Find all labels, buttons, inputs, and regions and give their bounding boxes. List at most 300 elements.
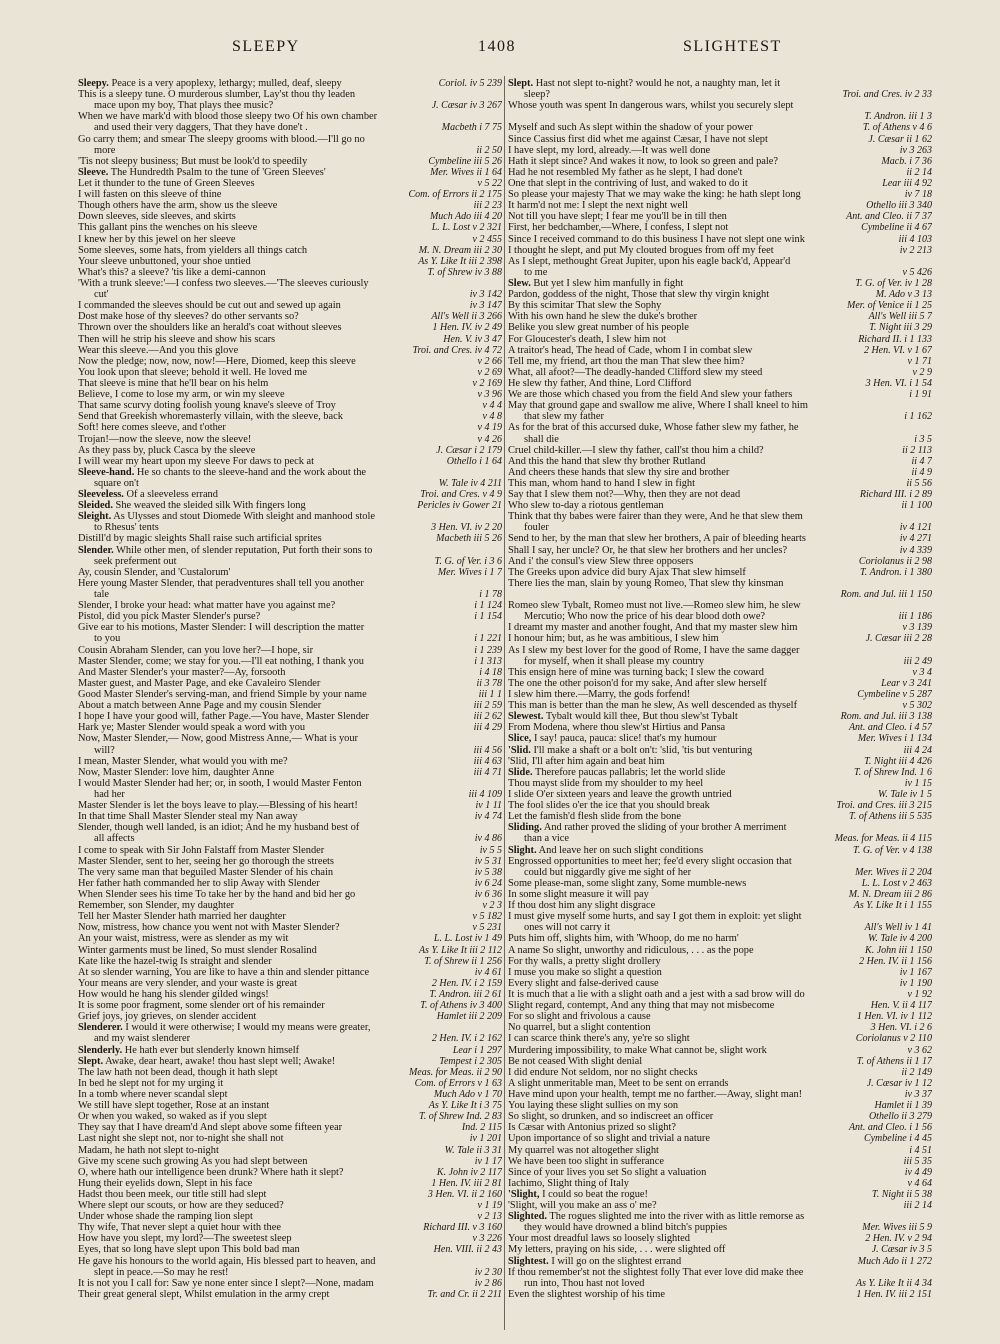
entry-line [508, 745, 932, 756]
entry-line [78, 556, 502, 567]
headword: Sleepy. [78, 78, 109, 89]
quotation-text: that slew my father [524, 411, 604, 423]
quotation-text: That sleeve is mine that he'll bear on his helm [78, 377, 269, 389]
concordance-entry [508, 167, 932, 178]
entry-line [508, 678, 932, 689]
concordance-entry [78, 1167, 502, 1178]
entry-line [508, 1056, 932, 1067]
play-reference: 2 Hen. IV. v 2 94 [865, 1233, 932, 1245]
quotation-text: Send to her, by the man that slew her brothers, A pair of bleeding hearts [508, 533, 806, 545]
concordance-entry [508, 956, 932, 967]
entry-line [78, 1089, 502, 1100]
entry-line [78, 267, 502, 278]
entry-line [78, 367, 502, 378]
play-reference: Mer. Wives iii 5 9 [862, 1222, 932, 1234]
entry-line [78, 245, 502, 256]
concordance-entry [78, 1289, 502, 1300]
entry-line [508, 445, 932, 456]
concordance-entry [508, 678, 932, 689]
quotation-text: It harm'd not me: I slept the next night well [508, 200, 688, 212]
concordance-entry [508, 1022, 932, 1033]
concordance-entry [508, 1233, 932, 1244]
concordance-entry [508, 900, 932, 911]
play-reference: L. L. Lost iv 1 49 [433, 933, 502, 945]
quotation-text: I could so beat the rogue! [542, 1188, 648, 1200]
play-reference: iii 1 1 [478, 689, 502, 701]
concordance-entry [508, 1211, 932, 1233]
play-reference: iii 2 62 [473, 711, 502, 723]
play-reference: v 4 4 [482, 400, 502, 412]
entry-line [508, 1222, 932, 1233]
entry-line [508, 134, 932, 145]
play-reference: 2 Hen. IV. ii 1 156 [859, 955, 932, 967]
play-reference: i 1 78 [479, 589, 502, 601]
quotation-text: How have you slept, my lord?—The sweetest sleep [78, 1233, 292, 1245]
entry-line [78, 600, 502, 611]
page-header [0, 38, 1000, 62]
entry-line [508, 622, 932, 633]
quotation-text: Then will he strip his sleeve and show his scars [78, 333, 276, 345]
play-reference: v 2 3 [482, 900, 502, 912]
entry-line [78, 522, 502, 533]
concordance-entry [508, 422, 932, 444]
play-reference: iv 5 5 [479, 844, 502, 856]
headword: Slice, [508, 733, 532, 745]
concordance-entry [508, 189, 932, 200]
play-reference: v 5 231 [472, 922, 502, 934]
concordance-entry [508, 1056, 932, 1067]
concordance-entry [78, 945, 502, 956]
entry-line [508, 378, 932, 389]
quotation-text: I slide O'er sixteen years and leave the growth untried [508, 789, 732, 800]
entry-line [508, 1267, 932, 1278]
concordance-entry [508, 367, 932, 378]
play-reference: v 3 4 [912, 666, 932, 678]
entry-line [78, 200, 502, 211]
concordance-entry [508, 767, 932, 778]
entry-line [78, 378, 502, 389]
entry-line [508, 822, 932, 833]
entry-line [508, 200, 932, 211]
concordance-entry [78, 1244, 502, 1255]
play-reference: Macb. i 7 36 [881, 155, 932, 167]
concordance-entry [508, 456, 932, 467]
play-reference: Lear i 1 297 [452, 1044, 502, 1056]
concordance-entry [508, 334, 932, 345]
play-reference: Macbeth iii 5 26 [436, 533, 502, 545]
concordance-entry [78, 156, 502, 167]
play-reference: As Y. Like It iii 2 398 [418, 255, 502, 267]
play-reference: Mer. Wives i 1 134 [857, 733, 932, 745]
entry-line [78, 856, 502, 867]
entry-line [508, 833, 932, 844]
play-reference: v 2 69 [477, 366, 502, 378]
entry-line [78, 845, 502, 856]
play-reference: iii 4 63 [473, 755, 502, 767]
entry-line [508, 434, 932, 445]
quotation-text: I hope I have your good will, father Page.—You have, Master Slender [78, 711, 369, 723]
concordance-entry [78, 700, 502, 711]
concordance-entry [78, 400, 502, 411]
concordance-entry [78, 1045, 502, 1056]
concordance-entry [508, 489, 932, 500]
entry-line [508, 1244, 932, 1255]
entry-line [508, 456, 932, 467]
concordance-entry [78, 300, 502, 311]
quotation-text: Master Slender is let the boys leave to play.—Blessing of his heart! [78, 800, 358, 812]
concordance-entry [78, 1089, 502, 1100]
quotation-text: to me [524, 266, 548, 278]
entry-line [508, 1111, 932, 1122]
concordance-entry [508, 311, 932, 322]
concordance-entry [78, 1278, 502, 1289]
entry-line [508, 778, 932, 789]
concordance-entry [78, 134, 502, 156]
quotation-text: Since Cassius first did whet me against Cæsar, I have not slept [508, 133, 768, 145]
concordance-entry [78, 200, 502, 211]
entry-line [78, 622, 502, 633]
entry-line [78, 1067, 502, 1078]
headword: Slew. [508, 277, 531, 289]
play-reference: v 2 66 [477, 355, 502, 367]
play-reference: T. of Shrew ii 1 256 [424, 955, 502, 967]
concordance-entry [78, 111, 502, 133]
play-reference: iv 3 263 [899, 144, 932, 156]
concordance-entry [508, 234, 932, 245]
quotation-text: Master Slender, sent to her, seeing her go thorough the streets [78, 855, 334, 867]
quotation-text: Trojan!—now the sleeve, now the sleeve! [78, 433, 252, 445]
entry-line [78, 456, 502, 467]
quotation-text: Thrown over the shoulders like an herald's coat without sleeves [78, 322, 342, 334]
play-reference: T. of Athens iv 3 400 [420, 1000, 502, 1012]
play-reference: Meas. for Meas. ii 4 115 [834, 833, 932, 845]
concordance-entry [78, 678, 502, 689]
entry-line [508, 989, 932, 1000]
concordance-entry [508, 511, 932, 533]
quotation-text: Send that Greekish whoremasterly villain, with the sleeve, back [78, 411, 343, 423]
quotation-text: I will fasten on this sleeve of thine [78, 189, 222, 201]
concordance-entry [78, 434, 502, 445]
entry-line [508, 300, 932, 311]
play-reference: iv 7 18 [904, 189, 932, 201]
concordance-entry [78, 500, 502, 511]
play-reference: 3 Hen. VI. iv 2 20 [431, 522, 502, 534]
quotation-text: What, all afoot?—The deadly-handed Clifford slew my steed [508, 366, 763, 378]
quotation-text: This ensign here of mine was turning back; I slew the coward [508, 666, 764, 678]
concordance-entry [508, 278, 932, 289]
header-left-word: SLEEPY [232, 38, 300, 55]
quotation-text: I slew him there.—Marry, the gods forfend! [508, 689, 691, 701]
quotation-text: Shall I say, her uncle? Or, he that slew her brothers and her uncles? [508, 544, 788, 556]
quotation-text: shall die [524, 433, 559, 445]
quotation-text: Be not ceased With slight denial [508, 1055, 643, 1067]
concordance-entry [78, 967, 502, 978]
quotation-text: Slight regard, contempt, And any thing that may not misbecome [508, 1000, 775, 1012]
concordance-entry [508, 1111, 932, 1122]
quotation-text: Grief joys, joy grieves, on slender accident [78, 1011, 257, 1023]
entry-line [78, 122, 502, 133]
quotation-text: Say that I slew them not?—Why, then they are not dead [508, 489, 741, 501]
entry-line [78, 1200, 502, 1211]
headword: Slewest. [508, 711, 544, 723]
quotation-text: If thou dost him any slight disgrace [508, 900, 656, 912]
concordance-entry [508, 1145, 932, 1156]
entry-line [508, 533, 932, 544]
entry-line [508, 234, 932, 245]
entry-line [78, 411, 502, 422]
quotation-text: For thy walls, a pretty slight drollery [508, 955, 661, 967]
play-reference: iv 3 142 [469, 289, 502, 301]
concordance-entry [508, 878, 932, 889]
entry-line [78, 1111, 502, 1122]
quotation-text: Down sleeves, side sleeves, and skirts [78, 211, 236, 223]
headword: Sleeve. [78, 166, 109, 178]
page-number: 1408 [478, 38, 516, 55]
play-reference: As Y. Like It ii 4 34 [855, 1277, 932, 1289]
play-reference: iii 4 103 [898, 233, 932, 245]
concordance-entry [78, 889, 502, 900]
quotation-text: Since of your lives you set So slight a valuation [508, 1166, 707, 1178]
play-reference: i 1 91 [909, 389, 932, 401]
concordance-entry [78, 600, 502, 611]
play-reference: iv 1 15 [904, 777, 932, 789]
concordance-entry [508, 1045, 932, 1056]
concordance-entry [78, 578, 502, 600]
quotation-text: Soft! here comes sleeve, and t'other [78, 422, 226, 434]
quotation-text: Master guest, and Master Page, and eke Cavaleiro Slender [78, 677, 321, 689]
entry-line [78, 1011, 502, 1022]
entry-line [78, 633, 502, 644]
play-reference: i 4 18 [479, 666, 502, 678]
play-reference: 2 Hen. IV. i 2 162 [431, 1033, 502, 1045]
entry-line [508, 956, 932, 967]
entry-line [508, 178, 932, 189]
quotation-text: Master Slender, come; we stay for you.—I'll eat nothing, I thank you [78, 655, 364, 667]
quotation-text: With his own hand he slew the duke's brother [508, 311, 698, 323]
entry-line [78, 434, 502, 445]
entry-line [78, 678, 502, 689]
quotation-text: When we have mark'd with blood those sleepy two Of his own chamber [78, 111, 378, 123]
entry-line [508, 978, 932, 989]
entry-line [508, 245, 932, 256]
play-reference: T. G. of Ver. v 4 138 [853, 844, 932, 856]
entry-line [78, 234, 502, 245]
concordance-entry [508, 211, 932, 222]
play-reference: 1 Hen. IV. iii 2 151 [856, 1288, 932, 1300]
play-reference: W. Tale iv 1 5 [878, 789, 932, 800]
entry-line [508, 278, 932, 289]
quotation-text: Cruel child-killer.—I slew thy father, call'st thou him a child? [508, 444, 764, 456]
entry-line [78, 1133, 502, 1144]
entry-line [78, 778, 502, 789]
entry-line [508, 578, 932, 589]
quotation-text: Distill'd by magic sleights Shall raise such artificial sprites [78, 533, 322, 545]
quotation-text: cut' [94, 289, 109, 301]
concordance-entry [508, 122, 932, 133]
concordance-entry [78, 322, 502, 333]
concordance-entry [78, 89, 502, 111]
concordance-entry [78, 1122, 502, 1133]
quotation-text: Of a sleeveless errand [126, 489, 218, 501]
entry-line [78, 211, 502, 222]
quotation-text: From Modena, where thou slew'st Hirtius and Pansa [508, 722, 726, 734]
concordance-entry [508, 445, 932, 456]
play-reference: T. Night iii 4 426 [864, 755, 932, 767]
concordance-entry [508, 633, 932, 644]
entry-line [508, 500, 932, 511]
concordance-entry [508, 733, 932, 744]
quotation-text: That same scurvy doting foolish young knave's sleeve of Troy [78, 400, 336, 412]
entry-line [508, 1011, 932, 1022]
headword: Slept. [78, 1055, 104, 1067]
concordance-entry [78, 878, 502, 889]
play-reference: v 3 96 [477, 389, 502, 401]
quotation-text: Slender, I broke your head: what matter have you against me? [78, 600, 336, 612]
headword: 'Slight, [508, 1188, 540, 1200]
entry-line [78, 945, 502, 956]
quotation-text: Go carry them; and smear The sleepy grooms with blood.—I'll go no [78, 133, 365, 145]
quotation-text: By this scimitar That slew the Sophy [508, 300, 662, 312]
concordance-entry [78, 845, 502, 856]
concordance-entry [78, 356, 502, 367]
concordance-entry [508, 1133, 932, 1144]
concordance-entry [78, 267, 502, 278]
entry-line [78, 745, 502, 756]
play-reference: Rom. and Jul. iii 3 138 [840, 711, 932, 723]
entry-line [508, 767, 932, 778]
entry-line [78, 111, 502, 122]
play-reference: iii 4 56 [473, 744, 502, 756]
quotation-text: I have slept, my lord, already.—It was well done [508, 144, 711, 156]
entry-line [78, 1222, 502, 1233]
concordance-entry [508, 1189, 932, 1200]
quotation-text: What's this? a sleeve? 'tis like a demi-cannon [78, 266, 266, 278]
entry-line [78, 222, 502, 233]
concordance-entry [78, 1256, 502, 1278]
entry-line [508, 1045, 932, 1056]
play-reference: 2 Hen. IV. i 2 159 [431, 977, 502, 989]
quotation-text: This gallant pins the wenches on his sleeve [78, 222, 258, 234]
play-reference: T. G. of Ver. iv 1 28 [855, 277, 932, 289]
entry-line [78, 789, 502, 800]
quotation-text: Now the pledge; now, now, now!—Here, Diomed, keep this sleeve [78, 355, 356, 367]
play-reference: T. Andron. iii 2 61 [429, 988, 502, 1000]
entry-line [78, 478, 502, 489]
concordance-entry [508, 1156, 932, 1167]
entry-line [508, 922, 932, 933]
play-reference: Troi. and Cres. iv 4 72 [412, 344, 502, 356]
quotation-text: And cheers these hands that slew thy sire and brother [508, 466, 730, 478]
quotation-text: He so chants to the sleeve-hand and the work about the [136, 466, 367, 478]
concordance-entry [508, 667, 932, 678]
entry-line [508, 122, 932, 133]
play-reference: iv 4 121 [899, 522, 932, 534]
concordance-entry [508, 156, 932, 167]
quotation-text: Iachimo, Slight thing of Italy [508, 1177, 629, 1189]
concordance-entry [78, 1022, 502, 1044]
quotation-text: I will wear my heart upon my sleeve For daws to peck at [78, 455, 315, 467]
entry-line [508, 945, 932, 956]
entry-line [508, 311, 932, 322]
entry-line [78, 422, 502, 433]
quotation-text: Thou mayst slide from my shoulder to my heel [508, 777, 704, 789]
concordance-entry [508, 1122, 932, 1133]
entry-line [78, 978, 502, 989]
quotation-text: I mean, Master Slender, what would you with me? [78, 755, 288, 767]
concordance-entry [78, 622, 502, 644]
play-reference: iv 5 31 [474, 855, 502, 867]
headword: Sleeveless. [78, 489, 124, 501]
play-reference: W. Tale iv 4 200 [868, 933, 932, 945]
play-reference: Richard III. v 3 160 [423, 1222, 502, 1234]
quotation-text: Good Master Slender's serving-man, and friend Simple by your name [78, 689, 367, 701]
concordance-entry [508, 245, 932, 256]
concordance-entry [78, 1145, 502, 1156]
play-reference: 2 Hen. VI. v 1 67 [863, 344, 932, 356]
entry-line [508, 422, 932, 433]
quotation-text: I can scarce think there's any, ye're so slight [508, 1033, 690, 1045]
entry-line [78, 956, 502, 967]
concordance-entry [78, 278, 502, 300]
concordance-entry [78, 1100, 502, 1111]
quotation-text: Pistol, did you pick Master Slender's purse? [78, 611, 261, 623]
quotation-text: And rather proved the sliding of your brother A merriment [543, 822, 787, 834]
play-reference: Com. of Errors v 1 63 [414, 1077, 502, 1089]
entry-line [508, 789, 932, 800]
concordance-entry [508, 111, 932, 122]
quotation-text: Mercutio; Who now the price of his dear blood doth owe? [524, 611, 766, 623]
concordance-entry [78, 1233, 502, 1244]
quotation-text: Peace is a very apoplexy, lethargy; mulled, deaf, sleepy [111, 78, 342, 89]
play-reference: Tr. and Cr. ii 2 211 [427, 1288, 502, 1300]
play-reference: v 2 455 [472, 233, 502, 245]
play-reference: v 4 64 [907, 1177, 932, 1189]
concordance-entry [508, 589, 932, 600]
play-reference: Ant. and Cleo. i 1 56 [848, 1122, 932, 1134]
concordance-entry [508, 1078, 932, 1089]
quotation-text: O, where hath our intelligence been drunk? Where hath it slept? [78, 1166, 344, 1178]
play-reference: iv 4 74 [474, 811, 502, 823]
play-reference: Hen. VIII. ii 2 43 [433, 1244, 502, 1256]
quotation-text: And i' the consul's view Slew three opposers [508, 555, 694, 567]
entry-line [508, 1100, 932, 1111]
entry-line [78, 167, 502, 178]
entry-line [78, 545, 502, 556]
concordance-entry [508, 1244, 932, 1255]
entry-line [508, 722, 932, 733]
entry-line [508, 545, 932, 556]
play-reference: Cymbeline ii 4 67 [861, 222, 932, 234]
entry-line [508, 556, 932, 567]
quotation-text: Wear this sleeve.—And you this glove [78, 344, 239, 356]
entry-line [78, 156, 502, 167]
column-divider [504, 76, 505, 1330]
entry-line [78, 400, 502, 411]
play-reference: Ant. and Cleo. i 4 57 [848, 722, 932, 734]
entry-line [508, 589, 932, 600]
entry-line [508, 667, 932, 678]
entry-line [508, 389, 932, 400]
concordance-entry [508, 600, 932, 622]
quotation-text: It is much that a lie with a slight oath and a jest with a sad brow will do [508, 988, 805, 1000]
play-reference: Cymbeline iii 5 26 [428, 155, 502, 167]
headword: Slender. [78, 544, 114, 556]
entry-line [508, 1156, 932, 1167]
quotation-text: Where slept our scouts, or how are they seduced? [78, 1200, 284, 1212]
entry-line [508, 222, 932, 233]
play-reference: Ind. 2 115 [461, 1122, 502, 1134]
quotation-text: Or when you waked, so waked as if you slept [78, 1111, 267, 1123]
